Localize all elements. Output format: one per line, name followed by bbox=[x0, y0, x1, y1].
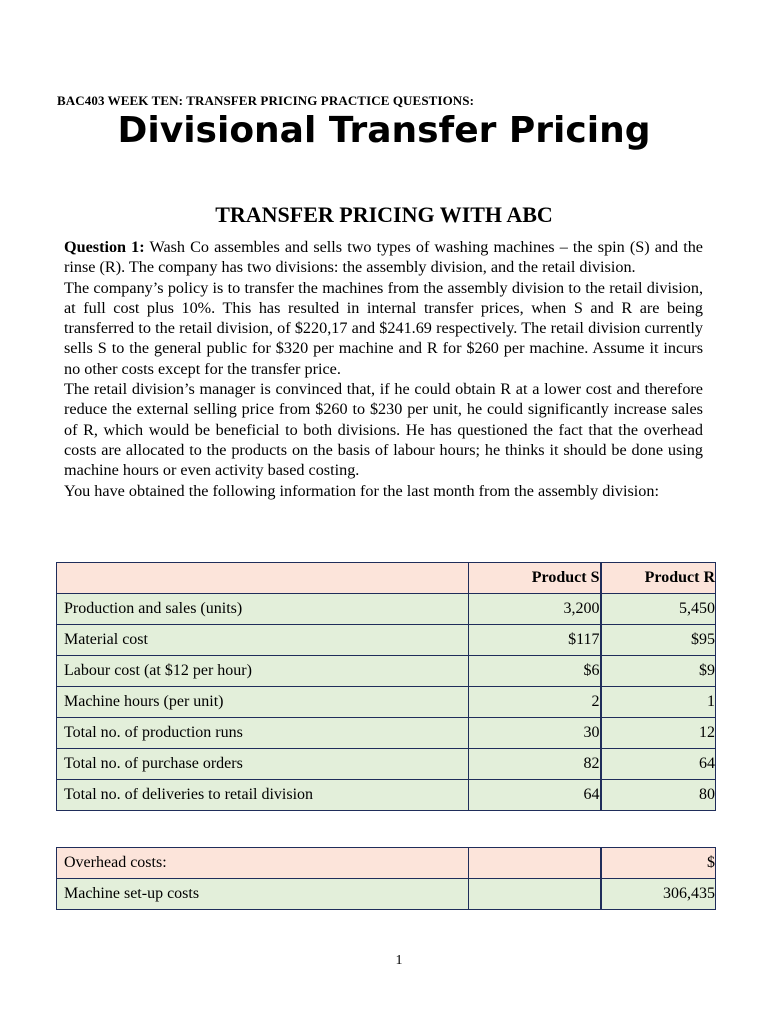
row-label: Total no. of purchase orders bbox=[57, 749, 469, 780]
row-label: Production and sales (units) bbox=[57, 594, 469, 625]
question-paragraph-1-text: Wash Co assembles and sells two types of washing machines – the spin (S) and the rinse (R). The company has two divisions: the assembly division, and the retail division. bbox=[64, 238, 703, 277]
row-label: Labour cost (at $12 per hour) bbox=[57, 656, 469, 687]
table-header-product-s: Product S bbox=[469, 563, 601, 594]
table-row bbox=[57, 594, 716, 625]
row-value-r: 64 bbox=[601, 749, 716, 780]
table-row bbox=[57, 879, 716, 910]
row-value-s: 2 bbox=[469, 687, 601, 718]
question-paragraph-4: You have obtained the following information for the last month from the assembly division: bbox=[64, 481, 659, 500]
question-label: Question 1: bbox=[64, 238, 145, 256]
row-value-s: 3,200 bbox=[469, 594, 601, 625]
row-value-s: 82 bbox=[469, 749, 601, 780]
table-header-row bbox=[57, 563, 716, 594]
row-value-r: $95 bbox=[601, 625, 716, 656]
overhead-costs-table bbox=[56, 847, 716, 910]
row-value-r: 1 bbox=[601, 687, 716, 718]
row-label: Total no. of deliveries to retail division bbox=[57, 780, 469, 811]
overhead-header-label: Overhead costs: bbox=[57, 848, 469, 879]
table-header-product-r: Product R bbox=[601, 563, 716, 594]
page-title: Divisional Transfer Pricing bbox=[117, 110, 651, 151]
page-number: 1 bbox=[395, 953, 403, 968]
row-label: Material cost bbox=[57, 625, 469, 656]
table-row bbox=[57, 625, 716, 656]
table-row bbox=[57, 718, 716, 749]
question-paragraph-3: The retail division’s manager is convinced that, if he could obtain R at a lower cost and therefore reduce the external selling price from $260 to $230 per unit, he could significantly increase sales of R, which would be beneficial to both divisions. He has questioned the fact that the overhead costs are allocated to the products on the basis of labour hours; he thinks it should be done using machine hours or even activity based costing. bbox=[64, 380, 703, 480]
row-label: Machine hours (per unit) bbox=[57, 687, 469, 718]
row-label: Total no. of production runs bbox=[57, 718, 469, 749]
overhead-header-currency: $ bbox=[601, 848, 716, 879]
question-paragraph-1 bbox=[64, 237, 703, 278]
table-row bbox=[57, 656, 716, 687]
overhead-header-row bbox=[57, 848, 716, 879]
question-body bbox=[64, 237, 703, 501]
table-row bbox=[57, 687, 716, 718]
table-header-cell-empty bbox=[57, 563, 469, 594]
course-line: BAC403 WEEK TEN: TRANSFER PRICING PRACTICE QUESTIONS: bbox=[57, 93, 475, 108]
row-empty bbox=[469, 879, 601, 910]
row-value-r: $9 bbox=[601, 656, 716, 687]
row-value-r: 5,450 bbox=[601, 594, 716, 625]
row-value-s: $6 bbox=[469, 656, 601, 687]
table-row bbox=[57, 749, 716, 780]
row-value-r: 12 bbox=[601, 718, 716, 749]
row-value-s: 30 bbox=[469, 718, 601, 749]
question-paragraph-2: The company’s policy is to transfer the machines from the assembly division to the retail division, at full cost plus 10%. This has resulted in internal transfer prices, when S and R are being transferred to the retail division, of $220,17 and $241.69 respectively. The retail division currently sells S to the general public for $320 per machine and R for $260 per machine. Assume it incurs no other costs except for the transfer price. bbox=[64, 278, 703, 378]
row-label: Machine set-up costs bbox=[57, 879, 469, 910]
table-row bbox=[57, 780, 716, 811]
row-value-r: 80 bbox=[601, 780, 716, 811]
overhead-header-empty bbox=[469, 848, 601, 879]
row-value-s: $117 bbox=[469, 625, 601, 656]
row-value-s: 64 bbox=[469, 780, 601, 811]
product-info-table bbox=[56, 562, 716, 811]
row-value: 306,435 bbox=[601, 879, 716, 910]
section-heading: TRANSFER PRICING WITH ABC bbox=[215, 202, 553, 227]
